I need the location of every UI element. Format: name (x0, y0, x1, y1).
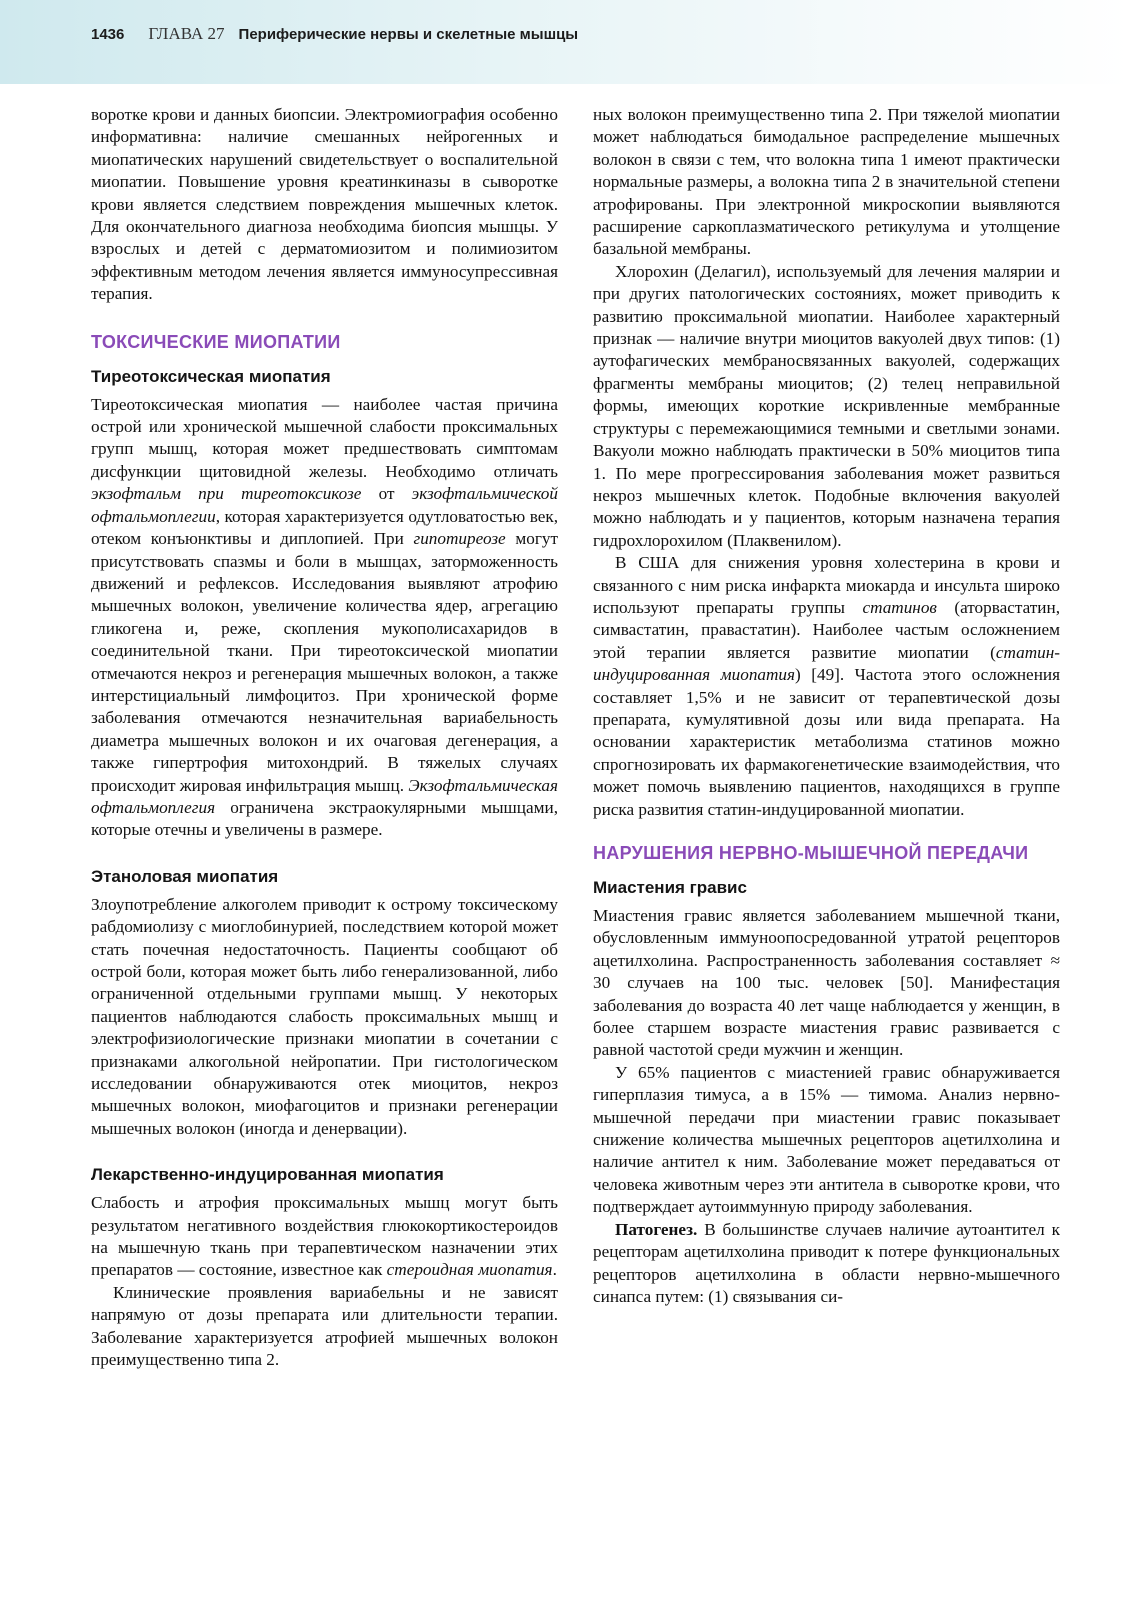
right-column (593, 104, 1060, 1308)
section-heading-neuromuscular-transmission: НАРУШЕНИЯ НЕРВНО-МЫШЕЧНОЙ ПЕРЕДАЧИ (593, 843, 1029, 863)
running-header (91, 24, 578, 56)
section-heading-toxic-myopathies: ТОКСИЧЕСКИЕ МИОПАТИИ (91, 331, 341, 352)
subheading-myasthenia-gravis: Миастения гравис (593, 878, 747, 897)
paragraph-pathogenesis: Патогенез. В большинстве случаев наличие аутоантител к рецепторам ацетилхолина приводит к потере функциональных рецепторов ацетилхолина в области нервно-мышечного синапса путем: (1) связывания си- (593, 1219, 1060, 1306)
chapter-label: ГЛАВА 27 (148, 24, 225, 43)
paragraph-clinical: Клинические проявления вариабельны и не зависят напрямую от дозы препарата или длительности терапии. Заболевание характеризуется атрофией мышечных волокон преимущественно типа 2. (91, 1282, 558, 1370)
paragraph-mg-2: У 65% пациентов с миастенией гравис обнаруживается гиперплазия тимуса, а в 15% — тимома. Анализ нервно-мышечной передачи при миастении гравис показывает снижение количества мышечных рецепторов ацетилхолина и наличие антител к ним. Заболевание может передаваться от человека животным через эти антитела в сыворотке крови, что подтверждает аутоиммунную природу заболевания. (593, 1062, 1060, 1217)
subheading-thyrotoxic-myopathy: Тиреотоксическая миопатия (91, 366, 331, 386)
subheading-drug-induced-myopathy: Лекарственно-индуцированная миопатия (91, 1165, 444, 1185)
chapter-title: Периферические нервы и скелетные мышцы (238, 26, 579, 43)
paragraph-thyrotoxic: Тиреотоксическая миопатия — наиболее частая причина острой или хронической мышечной слабости проксимальных групп мышц, которая может предшествовать симптомам дисфункции щитовидной железы. Необходимо отличать экзофтальм при тиреотоксикозе от экзофтальмической офтальмоплегии, которая характеризуется одутловатостью век, отеком конъюнктивы и диплопией. При гипотиреозе могут присутствовать спазмы и боли в мышцах, заторможенность движений и рефлексов. Исследования выявляют атрофию мышечных волокон, увеличение количества ядер, агрегацию гликогена и, реже, скопления мукополисахаридов в соединительной ткани. При тиреотоксической миопатии отмечаются некроз и регенерация мышечных волокон, а также интерстициальный лимфоцитоз. При хронической форме заболевания отмечаются незначительная вариабельность диаметра мышечных волокон и их очаговая дегенерация, а также гипертрофия митохондрий. В тяжелых случаях происходит жировая инфильтрация мышц. Экзофтальмическая офтальмоплегия ограничена экстраокулярными мышцами, которые отечны и увеличены в размере. (91, 394, 558, 840)
paragraph-statins: В США для снижения уровня холестерина в крови и связанного с ним риска инфаркта миокарда и инсульта широко используют препараты группы статинов (аторвастатин, симвастатин, правастатин). Наиболее частым осложнением этой терапии является развитие миопатии (статин-индуцированная миопатия) [49]. Частота этого осложнения составляет 1,5% и не зависит от терапевтической дозы препарата, кумулятивной дозы или вида препарата. На основании характеристик метаболизма статинов можно спрогнозировать их фармакогенетические взаимодействия, что может помочь выявлению пациентов, находящихся в группе риска развития статин-индуцированной миопатии. (593, 553, 1060, 819)
subheading-ethanol-myopathy: Этаноловая миопатия (91, 866, 279, 886)
page-number: 1436 (91, 26, 125, 43)
paragraph-mg-1: Миастения гравис является заболеванием мышечной ткани, обусловленным иммуноопосредованной утратой рецепторов ацетилхолина. Распространенность заболевания составляет ≈ 30 случаев на 100 тыс. человек [50]. Манифестация заболевания до возраста 40 лет чаще наблюдается у женщин, в более старшем возрасте миастения гравис развивается с равной частотой среди мужчин и женщин. (593, 906, 1060, 1060)
paragraph-continuation: ных волокон преимущественно типа 2. При тяжелой миопатии может наблюдаться бимодальное распределение мышечных волокон в связи с тем, что волокна типа 1 имеют практически нормальные размеры, а волокна типа 2 в значительной степени атрофированы. При электронной микроскопии выявляются расширение саркоплазматического ретикулума и утолщение базальной мембраны. (593, 105, 1060, 259)
paragraph-chloroquine: Хлорохин (Делагил), используемый для лечения малярии и при других патологических состояниях, может приводить к развитию проксимальной миопатии. Наиболее характерный признак — наличие внутри миоцитов вакуолей двух типов: (1) аутофагических мембраносвязанных вакуолей, содержащих фрагменты мембраны миоцитов; (2) телец неправильной формы, имеющих короткие искривленные мембранные структуры с перемежающимися темными и светлыми зонами. Вакуоли можно наблюдать практически в 50% миоцитов типа 1. По мере прогрессирования заболевания может развиться некроз мышечных клеток. Подобные включения вакуолей можно наблюдать и у пациентов, которым назначена терапия гидрохлорохилом (Плаквенилом). (593, 261, 1060, 550)
paragraph-intro: воротке крови и данных биопсии. Электромиография особенно информативна: наличие смешанных нейрогенных и миопатических нарушений свидетельствует о воспалительной миопатии. Повышение уровня креатинкиназы в сыворотке крови является следствием повреждения мышечных клеток. Для окончательного диагноза необходима биопсия мышцы. У взрослых и детей с дерматомиозитом и полимиозитом эффективным методом лечения является иммуносупрессивная терапия. (91, 105, 558, 304)
paragraph-drug-induced: Слабость и атрофия проксимальных мышц могут быть результатом негативного воздействия глюкокортикостероидов на мышечную ткань при терапевтическом назначении этих препаратов — состояние, известное как стероидная миопатия. (91, 1193, 558, 1280)
left-column (91, 104, 558, 1372)
paragraph-ethanol: Злоупотребление алкоголем приводит к острому токсическому рабдомиолизу с миоглобинурией, последствием которой может стать почечная недостаточность. Пациенты сообщают об острой боли, которая может быть либо генерализованной, либо ограниченной отдельными группами мышц. У некоторых пациентов наблюдаются слабость проксимальных мышц и электрофизиологические признаки миопатии в сочетании с признаками алкогольной нейропатии. При гистологическом исследовании обнаруживаются отек миоцитов, некроз мышечных волокон, миофагоцитов и признаки регенерации мышечных волокон (иногда и денервации). (91, 894, 558, 1138)
